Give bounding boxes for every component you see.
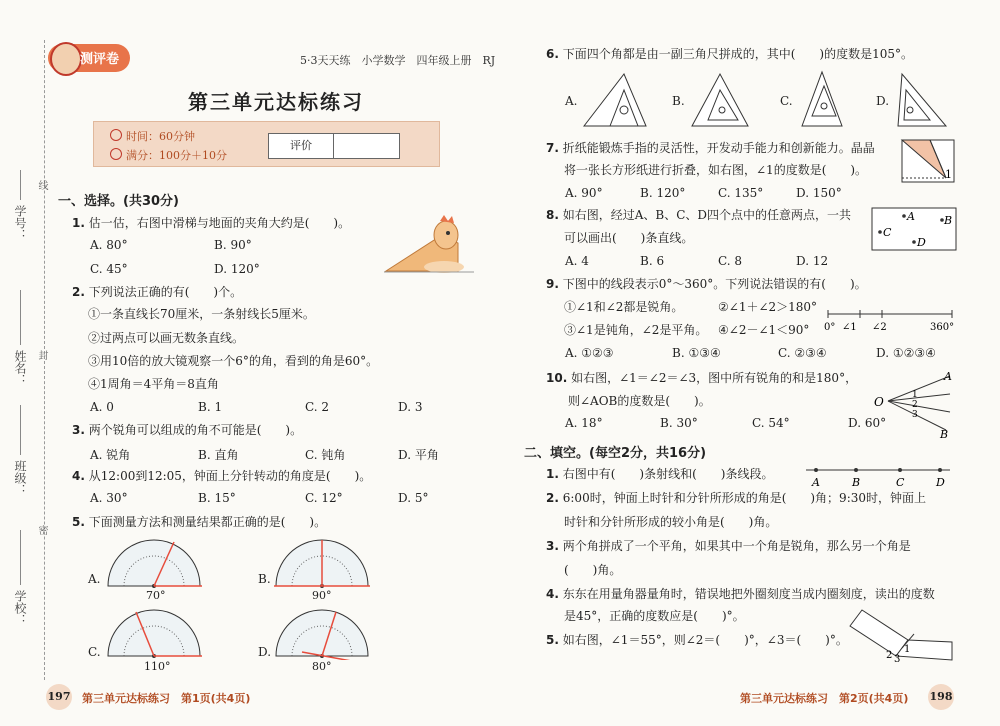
left-footer: 第三单元达标练习 第1页(共4页) bbox=[82, 692, 251, 705]
q1-option-b: B. 90° bbox=[214, 238, 252, 252]
q5-text: 下面测量方法和测量结果都正确的是( )。 bbox=[88, 515, 327, 529]
slide-illustration bbox=[382, 213, 478, 275]
student-number-rule bbox=[20, 170, 21, 200]
fill1-point-b: B bbox=[852, 476, 861, 489]
line-label-360: 360° bbox=[930, 322, 955, 333]
evaluation-box bbox=[268, 133, 400, 159]
fill1-point-d: D bbox=[936, 476, 945, 489]
question-9: 9. 下图中的线段表示0°～360°。下列说法错误的有( )。 bbox=[546, 277, 867, 291]
q7-line-2: 将一张长方形纸进行折叠，如右图，∠1的度数是( )。 bbox=[564, 163, 868, 177]
q8-line-1: 如右图，经过A、B、C、D四个点中的任意两点，一共 bbox=[562, 208, 852, 222]
class-label: 班级： bbox=[13, 460, 27, 496]
protractor-c bbox=[104, 608, 204, 660]
time-text: 时间：60分钟 bbox=[126, 130, 195, 143]
angle-1-label: 1 bbox=[912, 390, 918, 400]
q9-option-a: A. ①②③ bbox=[565, 346, 614, 360]
angle-number-line bbox=[822, 300, 962, 334]
right-page-number: 198 bbox=[928, 684, 954, 710]
fill-2-line-1: 6:00时，钟面上时针和分针所形成的角是( )角；9:30时，钟面上 bbox=[562, 491, 927, 505]
q10-line-2: 则∠AOB的度数是( )。 bbox=[568, 394, 711, 408]
evaluation-label: 评价 bbox=[269, 134, 334, 158]
check-icon bbox=[110, 148, 122, 160]
q1-text: 估一估，右图中滑梯与地面的夹角大约是( )。 bbox=[88, 216, 351, 230]
question-8: 8. 如右图，经过A、B、C、D四个点中的任意两点，一共 bbox=[546, 208, 852, 222]
q6-option-d: D. bbox=[876, 94, 890, 108]
right-footer: 第三单元达标练习 第2页(共4页) bbox=[740, 692, 909, 705]
q5-option-d: D. bbox=[258, 645, 272, 659]
clock-icon bbox=[110, 129, 122, 141]
score-info bbox=[110, 147, 227, 163]
q9-statement-4: ④∠2－∠1＜90° bbox=[718, 323, 810, 337]
q2-option-a: A. 0 bbox=[90, 400, 114, 414]
q3-option-d: D. 平角 bbox=[398, 448, 439, 462]
q2-option-d: D. 3 bbox=[398, 400, 423, 414]
class-rule bbox=[20, 405, 21, 455]
q9-option-b: B. ①③④ bbox=[672, 346, 721, 360]
school-label: 学校： bbox=[13, 590, 27, 626]
fill-5: 5. 如右图，∠1＝55°，则∠2＝( )°，∠3＝( )°。 bbox=[546, 633, 848, 647]
q2-text: 下列说法正确的有( )个。 bbox=[88, 285, 243, 299]
fold-angle-label: 1 bbox=[945, 168, 952, 181]
badge-text: 测评卷 bbox=[80, 52, 120, 67]
protractor-d bbox=[272, 608, 372, 660]
set-square-d bbox=[894, 70, 950, 130]
fill-3: 3. 两个角拼成了一个平角，如果其中一个角是锐角，那么另一个角是 bbox=[546, 539, 911, 553]
q5-caption-d: 80° bbox=[312, 660, 332, 673]
q6-option-b: B. bbox=[672, 94, 685, 108]
q9-option-d: D. ①②③④ bbox=[876, 346, 936, 360]
fill-1: 1. 右图中有( )条射线和( )条线段。 bbox=[546, 467, 774, 481]
q7-option-d: D. 150° bbox=[796, 186, 842, 200]
q4-option-c: C. 12° bbox=[305, 491, 343, 505]
seal-feng-char: 封 bbox=[36, 350, 47, 360]
fill1-point-a: A bbox=[812, 476, 820, 489]
seal-line-char: 线 bbox=[36, 180, 47, 190]
question-6: 6. 下面四个角都是由一副三角尺拼成的，其中( )的度数是105°。 bbox=[546, 47, 914, 61]
q7-line-1: 折纸能锻炼手指的灵活性，开发动手能力和创新能力。晶晶 bbox=[562, 141, 875, 155]
line-label-angle1: ∠1 bbox=[842, 322, 857, 333]
question-1: 1. 估一估，右图中滑梯与地面的夹角大约是( )。 bbox=[72, 216, 351, 230]
q5-option-c: C. bbox=[88, 645, 101, 659]
q3-text: 两个锐角可以组成的角不可能是( )。 bbox=[88, 423, 303, 437]
question-5: 5. 下面测量方法和测量结果都正确的是( )。 bbox=[72, 515, 327, 529]
vertex-o-label: O bbox=[874, 395, 884, 409]
q2-statement-1: ①一条直线长70厘米，一条射线长5厘米。 bbox=[88, 307, 315, 321]
q10-option-a: A. 18° bbox=[565, 416, 603, 430]
fill-4-line-2: 是45°，正确的度数应是( )°。 bbox=[564, 609, 745, 623]
q9-option-c: C. ②③④ bbox=[778, 346, 827, 360]
q8-option-d: D. 12 bbox=[796, 254, 829, 268]
mascot-icon bbox=[50, 42, 82, 76]
q2-option-c: C. 2 bbox=[305, 400, 330, 414]
q9-statement-3: ③∠1是钝角，∠2是平角。 bbox=[564, 323, 708, 337]
question-3: 3. 两个锐角可以组成的角不可能是( )。 bbox=[72, 423, 303, 437]
fill-4-line-1: 东东在用量角器量角时，错误地把外圈刻度当成内圈刻度，读出的度数 bbox=[562, 587, 935, 601]
q2-option-b: B. 1 bbox=[198, 400, 223, 414]
line-label-angle2: ∠2 bbox=[872, 322, 887, 333]
time-info bbox=[110, 128, 195, 144]
name-label: 姓名： bbox=[13, 350, 27, 386]
series-header: 5·3天天练 小学数学 四年级上册 RJ bbox=[300, 54, 496, 67]
protractor-a bbox=[104, 538, 204, 590]
page-title: 第三单元达标练习 bbox=[188, 90, 364, 114]
question-4: 4. 从12:00到12:05，钟面上分针转动的角度是( )。 bbox=[72, 469, 372, 483]
set-square-b bbox=[688, 70, 752, 130]
q8-option-c: C. 8 bbox=[718, 254, 743, 268]
ray-a-label: A bbox=[944, 370, 952, 383]
q3-option-c: C. 钝角 bbox=[305, 448, 346, 462]
line-label-0: 0° bbox=[824, 322, 836, 333]
point-d-label: D bbox=[917, 236, 926, 249]
folded-paper-figure bbox=[900, 138, 956, 184]
question-2: 2. 下列说法正确的有( )个。 bbox=[72, 285, 243, 299]
q1-option-d: D. 120° bbox=[214, 262, 260, 276]
q6-option-c: C. bbox=[780, 94, 793, 108]
set-square-a bbox=[580, 70, 650, 130]
fill-1-text: 右图中有( )条射线和( )条线段。 bbox=[562, 467, 774, 481]
q5-option-b: B. bbox=[258, 572, 271, 586]
fold-angle-1: 1 bbox=[904, 644, 911, 655]
section-1-heading: 一、选择。(共30分) bbox=[58, 194, 179, 209]
q6-option-a: A. bbox=[565, 94, 578, 108]
q7-option-c: C. 135° bbox=[718, 186, 764, 200]
point-a-label: A bbox=[907, 210, 915, 223]
q8-option-b: B. 6 bbox=[640, 254, 665, 268]
fold-angle-3: 3 bbox=[894, 654, 901, 664]
binding-dashed-line bbox=[44, 40, 45, 680]
q6-text: 下面四个角都是由一副三角尺拼成的，其中( )的度数是105°。 bbox=[562, 47, 914, 61]
point-b-label: B bbox=[944, 214, 953, 227]
fill-4: 4. 东东在用量角器量角时，错误地把外圈刻度当成内圈刻度，读出的度数 bbox=[546, 587, 935, 601]
q7-option-a: A. 90° bbox=[565, 186, 603, 200]
fill1-point-c: C bbox=[896, 476, 905, 489]
q5-caption-a: 70° bbox=[146, 589, 166, 602]
fill-2-line-2: 时针和分针所形成的较小角是( )角。 bbox=[564, 515, 778, 529]
q4-option-a: A. 30° bbox=[90, 491, 128, 505]
q10-line-1: 如右图，∠1＝∠2＝∠3，图中所有锐角的和是180°， bbox=[571, 371, 858, 385]
question-10: 10. 如右图，∠1＝∠2＝∠3，图中所有锐角的和是180°， bbox=[546, 371, 858, 385]
student-number-label: 学号： bbox=[13, 205, 27, 241]
section-2-heading: 二、填空。(每空2分，共16分) bbox=[524, 446, 707, 461]
q8-line-2: 可以画出( )条直线。 bbox=[564, 231, 694, 245]
point-c-label: C bbox=[883, 226, 892, 239]
angle-3-label: 3 bbox=[912, 410, 918, 420]
q9-statement-1: ①∠1和∠2都是锐角。 bbox=[564, 300, 684, 314]
q4-option-d: D. 5° bbox=[398, 491, 429, 505]
question-7: 7. 折纸能锻炼手指的灵活性，开发动手能力和创新能力。晶晶 bbox=[546, 141, 875, 155]
fill-3-line-2: ( )角。 bbox=[564, 563, 622, 577]
q5-option-a: A. bbox=[88, 572, 101, 586]
q2-statement-2: ②过两点可以画无数条直线。 bbox=[88, 331, 245, 345]
q1-option-c: C. 45° bbox=[90, 262, 128, 276]
seal-mi-char: 密 bbox=[36, 525, 47, 535]
q2-statement-3: ③用10倍的放大镜观察一个6°的角，看到的角是60°。 bbox=[88, 354, 379, 368]
q5-caption-c: 110° bbox=[144, 660, 171, 673]
q10-option-b: B. 30° bbox=[660, 416, 698, 430]
four-points-figure bbox=[870, 206, 958, 252]
fold-angle-2: 2 bbox=[886, 650, 893, 661]
score-text: 满分：100分＋10分 bbox=[126, 149, 227, 162]
angle-aob-figure bbox=[872, 366, 958, 440]
q10-option-c: C. 54° bbox=[752, 416, 790, 430]
q8-option-a: A. 4 bbox=[565, 254, 589, 268]
school-rule bbox=[20, 530, 21, 585]
q1-option-a: A. 80° bbox=[90, 238, 128, 252]
q3-option-b: B. 直角 bbox=[198, 448, 239, 462]
fill-5-text: 如右图，∠1＝55°，则∠2＝( )°，∠3＝( )°。 bbox=[562, 633, 848, 647]
ray-b-label: B bbox=[940, 428, 949, 440]
q4-option-b: B. 15° bbox=[198, 491, 236, 505]
left-page-number: 197 bbox=[46, 684, 72, 710]
q2-statement-4: ④1周角＝4平角＝8直角 bbox=[88, 377, 219, 391]
angle-2-label: 2 bbox=[912, 400, 918, 410]
set-square-c bbox=[798, 68, 848, 130]
fill-3-line-1: 两个角拼成了一个平角，如果其中一个角是锐角，那么另一个角是 bbox=[562, 539, 911, 553]
folded-strip-figure bbox=[848, 604, 954, 664]
q10-option-d: D. 60° bbox=[848, 416, 887, 430]
q9-statement-2: ②∠1＋∠2＞180° bbox=[718, 300, 818, 314]
q5-caption-b: 90° bbox=[312, 589, 332, 602]
name-rule bbox=[20, 290, 21, 345]
fill-2: 2. 6:00时，钟面上时针和分针所形成的角是( )角；9:30时，钟面上 bbox=[546, 491, 927, 505]
q4-text: 从12:00到12:05，钟面上分针转动的角度是( )。 bbox=[88, 469, 372, 483]
q3-option-a: A. 锐角 bbox=[90, 448, 131, 462]
protractor-b bbox=[272, 538, 372, 590]
q9-text: 下图中的线段表示0°～360°。下列说法错误的有( )。 bbox=[562, 277, 867, 291]
ray-segment-figure bbox=[800, 460, 956, 490]
q7-option-b: B. 120° bbox=[640, 186, 686, 200]
